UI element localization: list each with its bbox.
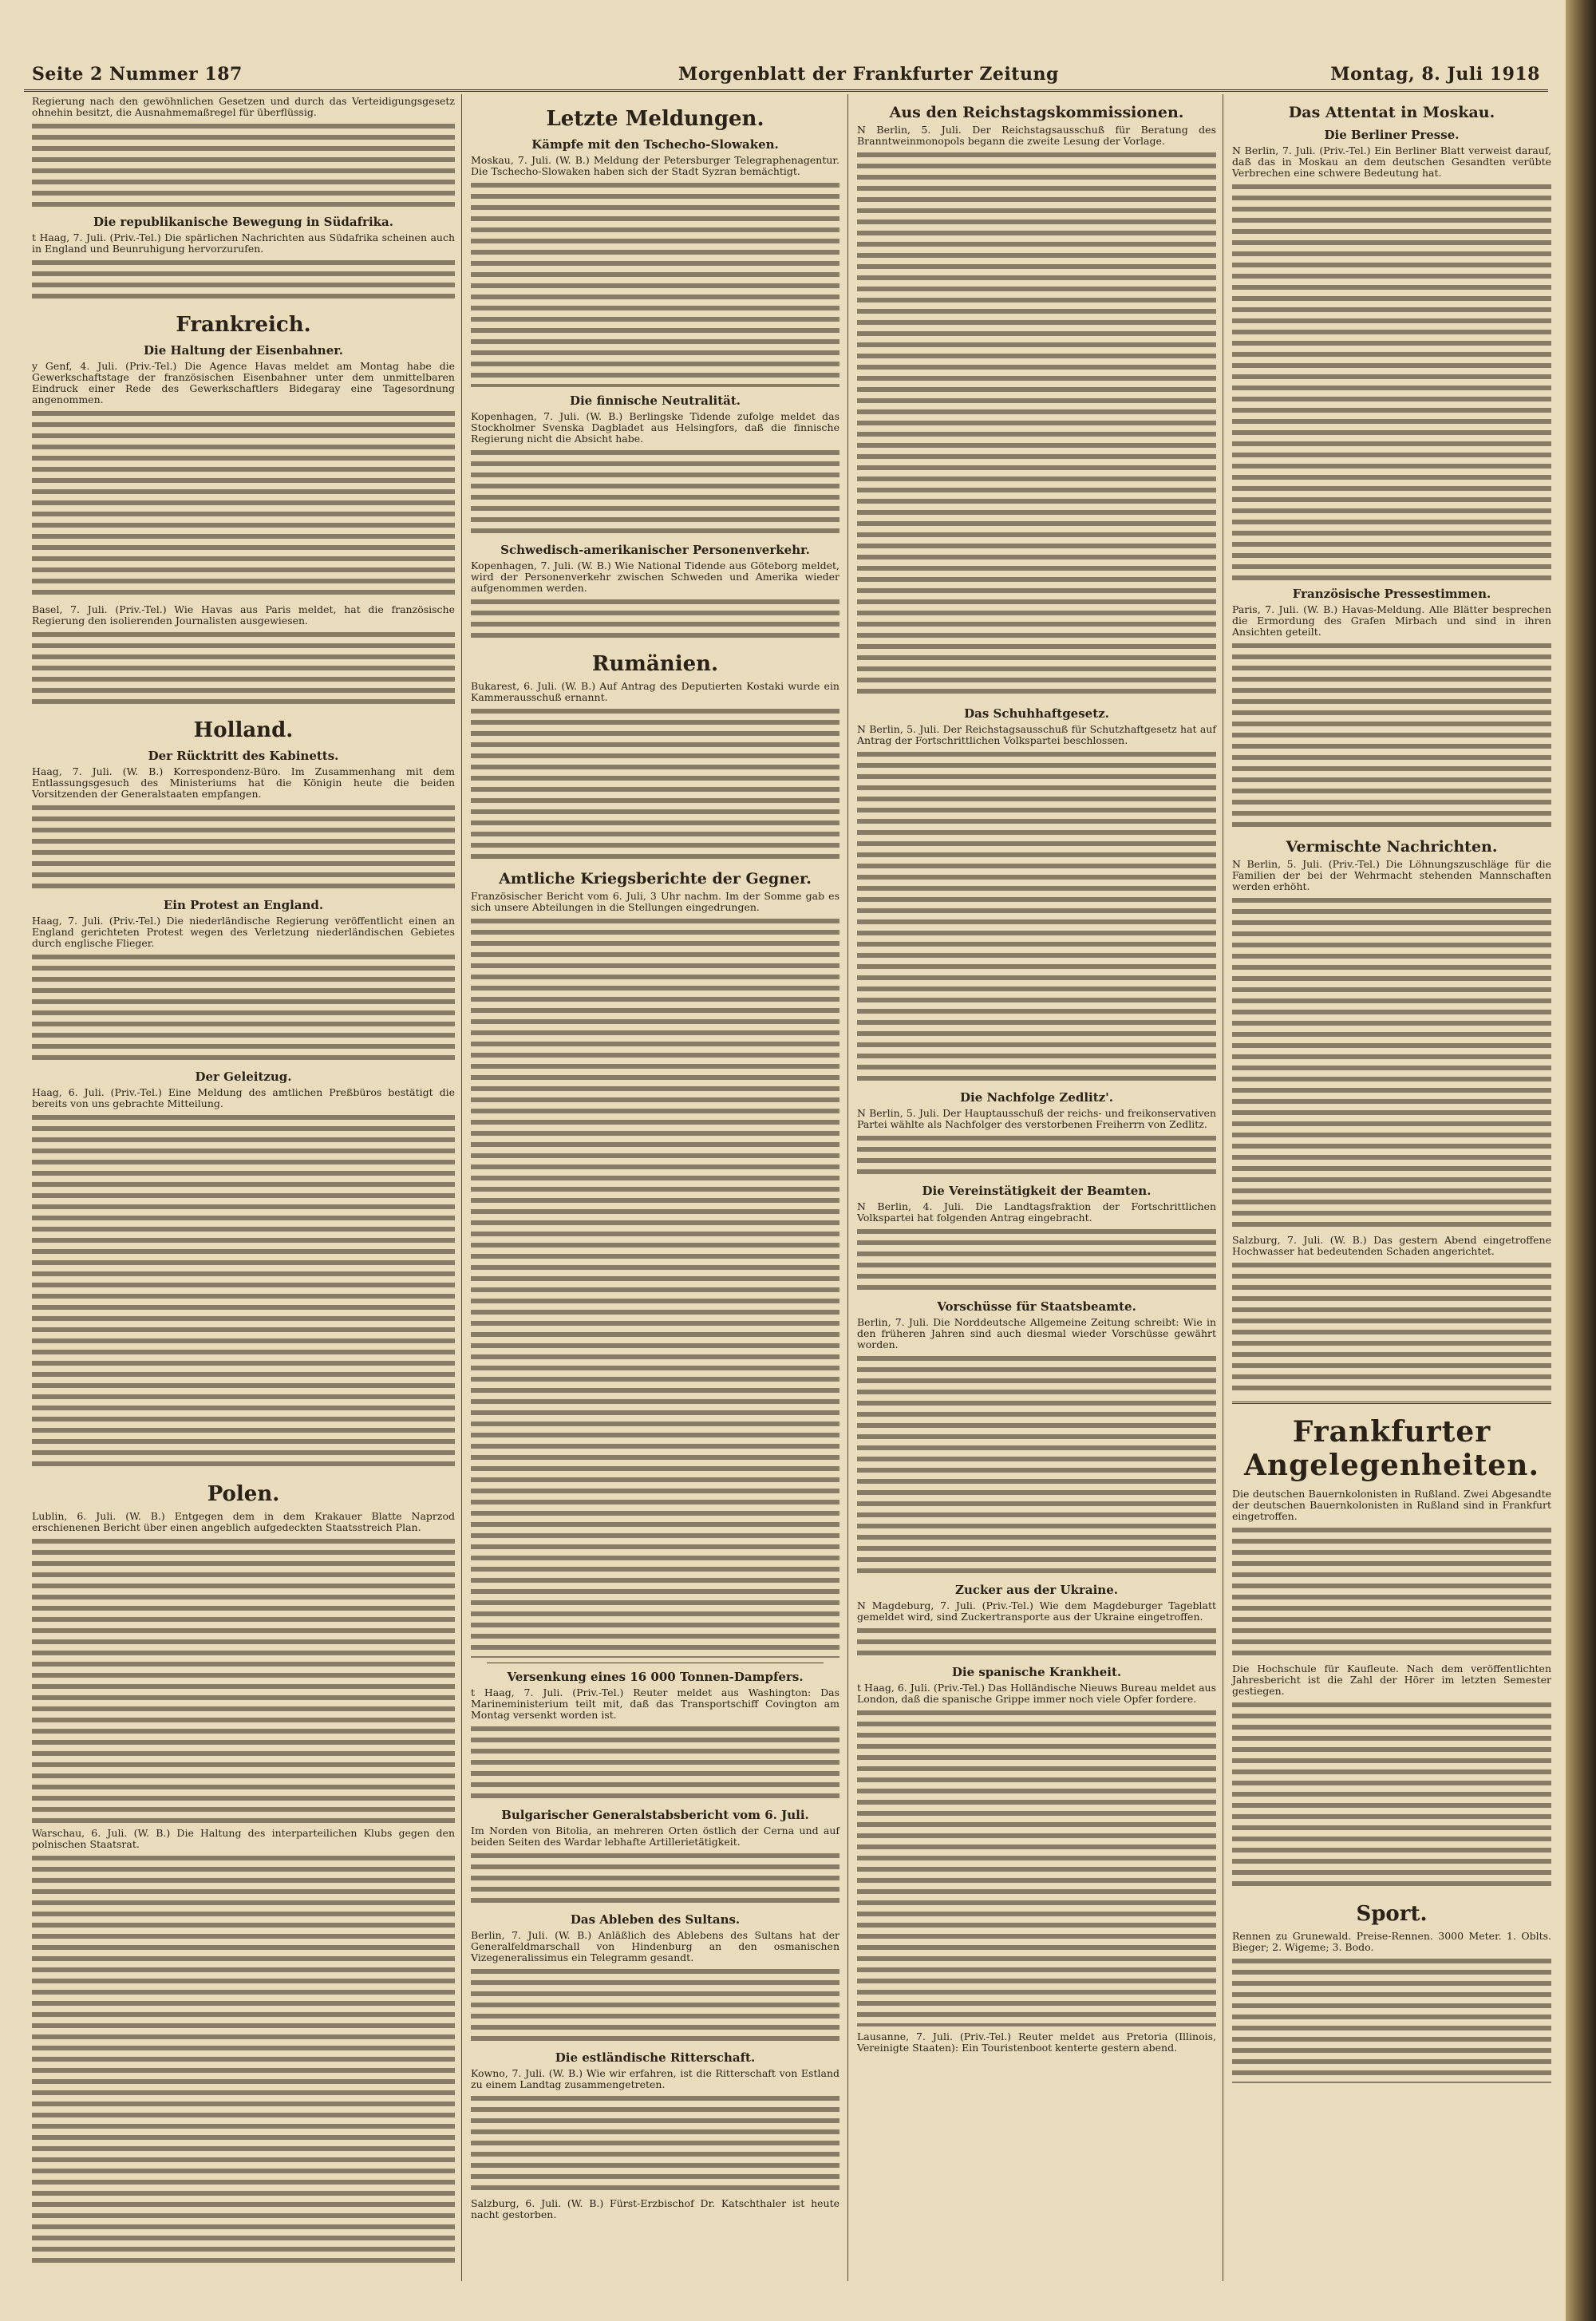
article-text: Regierung nach den gewöhnlichen Gesetzen und durch das Verteidigungsgesetz ohnehin besitzt, die Ausnahmemaßregel für überflüssig. — [32, 95, 455, 118]
text-block — [1232, 1259, 1551, 1394]
article-text: Salzburg, 6. Juli. (W. B.) Fürst-Erzbischof Dr. Katschthaler ist heute nacht gestorben. — [471, 2197, 839, 2220]
text-block — [857, 149, 1216, 700]
section-heading: Die Vereinstätigkeit der Beamten. — [922, 1184, 1152, 1198]
text-block — [471, 596, 839, 641]
newspaper-title: Morgenblatt der Frankfurter Zeitung — [678, 64, 1059, 85]
section-heading: Die finnische Neutralität. — [569, 393, 741, 408]
text-block — [857, 1625, 1216, 1659]
column-4 — [1232, 96, 1551, 2283]
article-text: Kopenhagen, 7. Juli. (W. B.) Wie National Tidende aus Göteborg meldet, wird der Personenverkehr zwischen Schweden und Amerika wieder aufgenommen werden. — [471, 559, 839, 594]
section-heading: Die spanische Krankheit. — [951, 1665, 1122, 1679]
article-text: Kopenhagen, 7. Juli. (W. B.) Berlingske Tidende zufolge meldet das Stockholmer Svenska Dagbladet aus Helsingfors, daß die finnische Regierung nicht die Absicht habe. — [471, 410, 839, 445]
text-block — [32, 257, 455, 302]
section-heading: Versenkung eines 16 000 Tonnen-Dampfers. — [507, 1670, 804, 1684]
section-heading: Sport. — [1356, 1902, 1428, 1926]
section-heading: Vermischte Nachrichten. — [1286, 838, 1498, 856]
text-block — [32, 121, 455, 208]
section-heading: Bulgarischer Generalstabsbericht vom 6. Juli. — [501, 1808, 809, 1822]
text-block — [1232, 181, 1551, 580]
article-text: Lausanne, 7. Juli. (Priv.-Tel.) Reuter meldet aus Pretoria (Illinois, Vereinigte Staaten): Ein Touristenboot kenterte gestern abend. — [857, 2030, 1216, 2054]
masthead — [24, 62, 1548, 92]
text-block — [1232, 1955, 1551, 2083]
section-subheading: Kämpfe mit den Tschecho-Slowaken. — [531, 137, 779, 152]
text-block — [471, 706, 839, 862]
section-heading: Französische Pressestimmen. — [1292, 587, 1491, 601]
text-block — [471, 2093, 839, 2193]
section-heading: Die republikanische Bewegung in Südafrika. — [93, 215, 393, 229]
article-text: Haag, 7. Juli. (W. B.) Korrespondenz-Büro. Im Zusammenhang mit dem Entlassungsgesuch des Ministeriums hat die Königin heute die beiden Vorsitzenden der Generalstaaten empfangen. — [32, 765, 455, 800]
article-text: y Genf, 4. Juli. (Priv.-Tel.) Die Agence Havas meldet am Montag habe die Gewerkschaftstage der französischen Eisenbahner unter dem unmittelbaren Eindruck einer Rede des Gewerkschaftlers Bidegaray eine Tagesordnung angenommen. — [32, 360, 455, 405]
article-text: t Haag, 6. Juli. (Priv.-Tel.) Das Holländische Nieuws Bureau meldet aus London, daß die spanische Grippe immer noch viele Opfer fordere. — [857, 1682, 1216, 1705]
article-text: Die Hochschule für Kaufleute. Nach dem veröffentlichten Jahresbericht ist die Zahl der Hörer im letzten Semester gestiegen. — [1232, 1663, 1551, 1697]
article-text: Paris, 7. Juli. (W. B.) Havas-Meldung. Alle Blätter besprechen die Ermordung des Grafen Mirbach und sind in ihren Ansichten geteilt. — [1232, 603, 1551, 638]
country-heading: Frankreich. — [176, 313, 311, 337]
country-heading: Holland. — [193, 718, 294, 742]
section-heading: Die Nachfolge Zedlitz'. — [960, 1090, 1113, 1105]
text-block — [471, 180, 839, 387]
text-block — [32, 1112, 455, 1471]
issue-date: Montag, 8. Juli 1918 — [1330, 64, 1540, 85]
section-heading: Schwedisch-amerikanischer Personenverkehr. — [500, 543, 810, 557]
article-text: Französischer Bericht vom 6. Juli, 3 Uhr nachm. Im der Somme gab es sich unsere Abteilungen in die Stellungen eingedrungen. — [471, 890, 839, 913]
section-heading: Das Ableben des Sultans. — [570, 1912, 741, 1927]
article-text: N Magdeburg, 7. Juli. (Priv.-Tel.) Wie dem Magdeburger Tageblatt gemeldet wird, sind Zuckertransporte aus der Ukraine eingetroffen. — [857, 1599, 1216, 1623]
column-rule — [847, 94, 848, 2281]
text-block — [857, 1133, 1216, 1177]
article-text: t Haag, 7. Juli. (Priv.-Tel.) Die spärlichen Nachrichten aus Südafrika scheinen auch in England und Beunruhigung hervorzurufen. — [32, 231, 455, 255]
column-2 — [471, 96, 839, 2283]
column-3 — [857, 96, 1216, 2283]
section-heading: Ein Protest an England. — [163, 898, 324, 912]
divider — [1232, 1402, 1551, 1404]
local-section-heading: Frankfurter Angelegenheiten. — [1243, 1415, 1539, 1482]
text-block — [32, 408, 455, 599]
section-heading: Der Rücktritt des Kabinetts. — [148, 749, 339, 763]
article-text: N Berlin, 5. Juli. Der Hauptausschuß der reichs- und freikonservativen Partei wählte als Nachfolger des verstorbenen Freiherrn von Zedlitz. — [857, 1107, 1216, 1130]
country-heading: Rumänien. — [591, 652, 719, 676]
text-block — [471, 1966, 839, 2044]
text-block — [32, 951, 455, 1063]
text-block — [1232, 1524, 1551, 1659]
section-heading: Amtliche Kriegsberichte der Gegner. — [499, 870, 812, 888]
article-text: Lublin, 6. Juli. (W. B.) Entgegen dem in dem Krakauer Blatte Naprzod erschienenen Bericht über einen angeblich aufgedeckten Staatsstreich Plan. — [32, 1510, 455, 1533]
section-subheading: Die Berliner Presse. — [1324, 128, 1460, 142]
article-text: N Berlin, 5. Juli. Der Reichstagsausschuß für Schutzhaftgesetz hat auf Antrag der Fortschrittlichen Volkspartei beschlossen. — [857, 723, 1216, 746]
column-rule — [461, 94, 462, 2281]
section-heading: Der Geleitzug. — [195, 1070, 292, 1084]
text-block — [471, 915, 839, 1658]
article-text: Berlin, 7. Juli. Die Norddeutsche Allgemeine Zeitung schreibt: Wie in den früheren Jahren sind auch diesmal wieder Vorschüsse gewährt worden. — [857, 1316, 1216, 1350]
article-text: Haag, 7. Juli. (Priv.-Tel.) Die niederländische Regierung veröffentlicht einen an England gerichteten Protest wegen des Verletzung niederländischen Gebietes durch englische Flieger. — [32, 915, 455, 949]
text-block — [32, 629, 455, 707]
column-1 — [32, 96, 455, 2283]
article-text: t Haag, 7. Juli. (Priv.-Tel.) Reuter meldet aus Washington: Das Marineministerium teilt mit, daß das Transportschiff Covington am Montag versenkt worden ist. — [471, 1686, 839, 1721]
article-text: Kowno, 7. Juli. (W. B.) Wie wir erfahren, ist die Ritterschaft von Estland zu einem Landtag zusammengetreten. — [471, 2067, 839, 2090]
article-text: Warschau, 6. Juli. (W. B.) Die Haltung des interparteilichen Klubs gegen den polnischen Staatsrat. — [32, 1827, 455, 1850]
text-block — [471, 1850, 839, 1906]
text-block — [857, 1353, 1216, 1576]
text-block — [471, 1723, 839, 1801]
article-text: N Berlin, 5. Juli. (Priv.-Tel.) Die Löhnungszuschläge für die Familien der bei der Wehrmacht stehenden Mannschaften werden erhöht. — [1232, 858, 1551, 892]
article-text: N Berlin, 7. Juli. (Priv.-Tel.) Ein Berliner Blatt verweist darauf, daß das in Moskau an dem deutschen Gesandten verübte Verbrechen eine schwere Bedeutung hat. — [1232, 144, 1551, 179]
article-text: Die deutschen Bauernkolonisten in Rußland. Zwei Abgesandte der deutschen Bauernkolonisten in Rußland sind in Frankfurt eingetroffen. — [1232, 1488, 1551, 1522]
country-heading: Polen. — [207, 1482, 280, 1506]
article-text: Rennen zu Grunewald. Preise-Rennen. 3000 Meter. 1. Oblts. Bieger; 2. Wigeme; 3. Bodo. — [1232, 1930, 1551, 1953]
article-text: Haag, 6. Juli. (Priv.-Tel.) Eine Meldung des amtlichen Preßbüros bestätigt die bereits von uns gebrachte Mitteilung. — [32, 1086, 455, 1109]
text-block — [32, 1536, 455, 1823]
text-block — [857, 749, 1216, 1084]
article-text: Bukarest, 6. Juli. (W. B.) Auf Antrag des Deputierten Kostaki wurde ein Kammerausschuß ernannt. — [471, 680, 839, 703]
section-heading: Die Haltung der Eisenbahner. — [143, 343, 343, 358]
text-block — [32, 802, 455, 892]
text-block — [857, 1707, 1216, 2026]
section-heading: Das Schuhhaftgesetz. — [964, 706, 1109, 721]
section-heading: Das Attentat in Moskau. — [1288, 104, 1495, 121]
article-text: Salzburg, 7. Juli. (W. B.) Das gestern Abend eingetroffene Hochwasser hat bedeutenden Schaden angerichtet. — [1232, 1234, 1551, 1257]
article-text: Basel, 7. Juli. (Priv.-Tel.) Wie Havas aus Paris meldet, hat die französische Regierung den isolierenden Journalisten ausgewiesen. — [32, 603, 455, 627]
article-text: Berlin, 7. Juli. (W. B.) Anläßlich des Ablebens des Sultans hat der Generalfeldmarschall von Hindenburg an den osmanischen Vizegeneralissimus ein Telegramm gesandt. — [471, 1929, 839, 1963]
section-heading: Zucker aus der Ukraine. — [955, 1583, 1118, 1597]
text-block — [1232, 640, 1551, 830]
article-text: N Berlin, 5. Juli. Der Reichstagsausschuß für Beratung des Branntweinmonopols begann die zweite Lesung der Vorlage. — [857, 124, 1216, 147]
section-heading: Die estländische Ritterschaft. — [555, 2050, 756, 2065]
article-text: Moskau, 7. Juli. (W. B.) Meldung der Petersburger Telegraphenagentur. Die Tschecho-Slowaken haben sich der Stadt Syzran bemächtigt. — [471, 154, 839, 177]
text-block — [857, 1226, 1216, 1293]
text-block — [1232, 1699, 1551, 1891]
section-heading: Aus den Reichstagskommissionen. — [889, 104, 1184, 121]
text-block — [471, 447, 839, 536]
article-text: N Berlin, 4. Juli. Die Landtagsfraktion der Fortschrittlichen Volkspartei hat folgenden Antrag eingebracht. — [857, 1200, 1216, 1224]
page-number: Seite 2 Nummer 187 — [32, 64, 243, 85]
section-heading: Vorschüsse für Staatsbeamte. — [937, 1299, 1136, 1314]
text-block — [1232, 895, 1551, 1230]
section-heading: Letzte Meldungen. — [546, 107, 764, 131]
article-text: Im Norden von Bitolia, an mehreren Orten östlich der Cerna und auf beiden Seiten des Wardar lebhafte Artillerietätigkeit. — [471, 1825, 839, 1848]
binding-spine — [1566, 0, 1596, 2321]
text-block — [32, 1852, 455, 2268]
